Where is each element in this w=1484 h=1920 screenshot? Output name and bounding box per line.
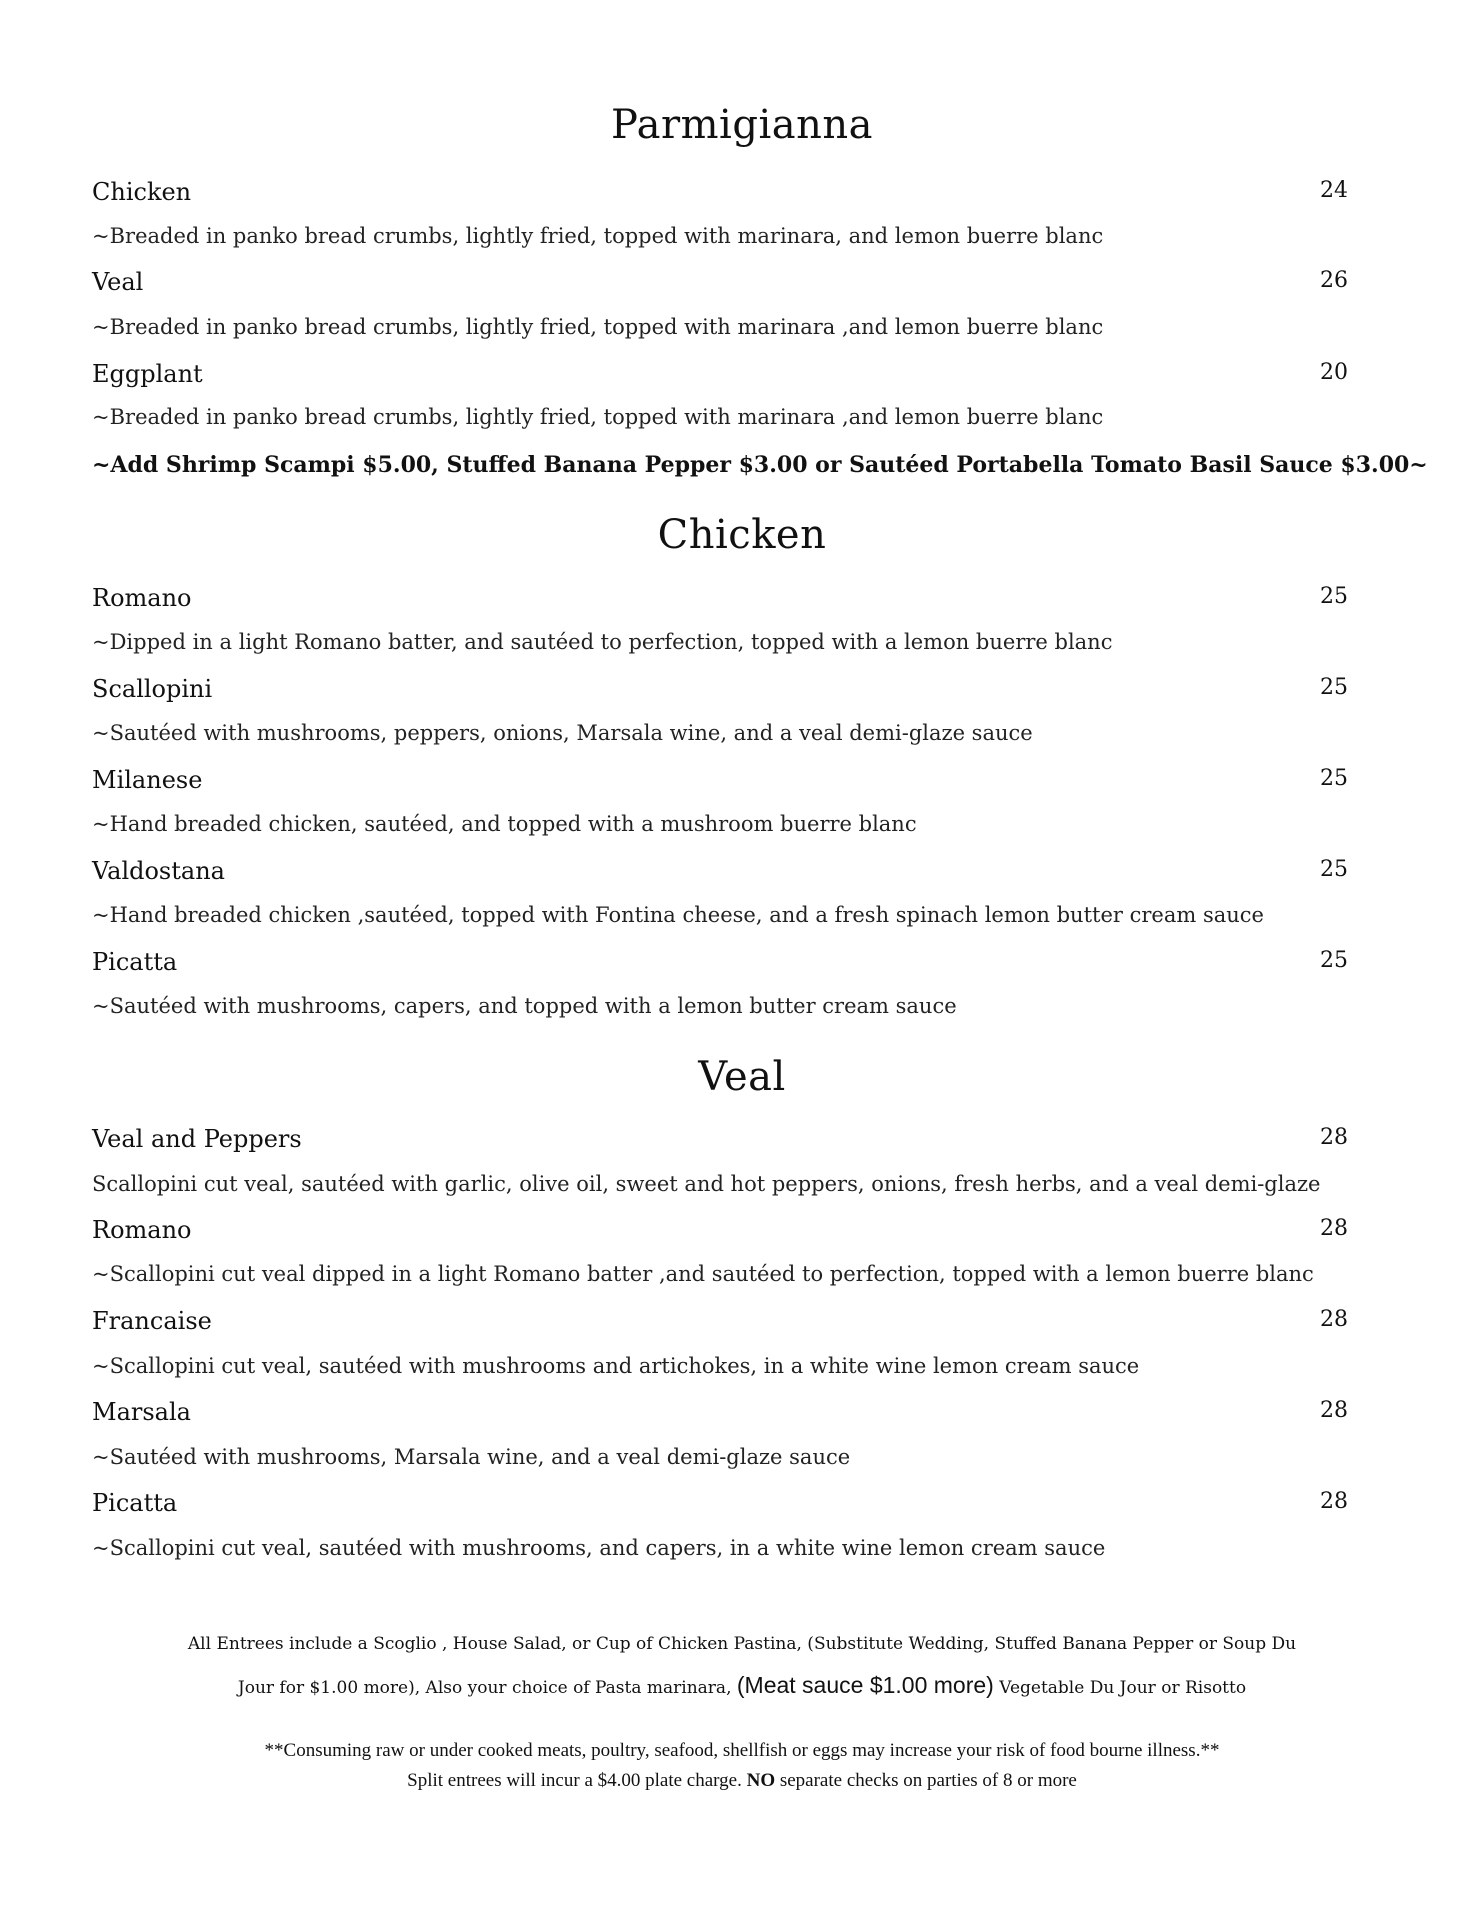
menu-item xyxy=(92,1489,1348,1529)
item-price: 28 xyxy=(1320,1398,1348,1423)
menu-item xyxy=(92,1307,1348,1347)
item-price: 26 xyxy=(1320,268,1348,293)
item-price: 28 xyxy=(1320,1489,1348,1514)
policy-emphasis: NO xyxy=(746,1770,776,1791)
item-description: ~Hand breaded chicken, sautéed, and topped with a mushroom buerre blanc xyxy=(92,812,917,836)
meat-sauce-note: (Meat sauce $1.00 more) xyxy=(736,1672,994,1698)
menu-item xyxy=(92,178,1348,218)
menu-item xyxy=(92,948,1348,988)
item-description: ~Breaded in panko bread crumbs, lightly fried, topped with marinara ,and lemon buerre blanc xyxy=(92,405,1104,429)
item-name: Scallopini xyxy=(92,675,213,703)
menu-item xyxy=(92,268,1348,308)
menu-item xyxy=(92,1216,1348,1256)
menu-item xyxy=(92,1125,1348,1165)
item-price: 25 xyxy=(1320,584,1348,609)
policy-text-end: separate checks on parties of 8 or more xyxy=(775,1770,1077,1791)
item-description: ~Scallopini cut veal dipped in a light Romano batter ,and sautéed to perfection, topped with a lemon buerre blanc xyxy=(92,1262,1314,1286)
section-title-chicken: Chicken xyxy=(657,512,827,558)
item-price: 28 xyxy=(1320,1125,1348,1150)
item-description: ~Sautéed with mushrooms, Marsala wine, and a veal demi-glaze sauce xyxy=(92,1445,851,1469)
entree-includes-note: All Entrees include a Scoglio , House Salad, or Cup of Chicken Pastina, (Substitute Wedding, Stuffed Banana Pepper or Soup Du xyxy=(187,1634,1297,1654)
item-name: Picatta xyxy=(92,948,178,976)
food-safety-disclaimer: **Consuming raw or under cooked meats, poultry, seafood, shellfish or eggs may increase your risk of food bourne illness.** xyxy=(264,1740,1220,1761)
item-description: ~Sautéed with mushrooms, peppers, onions, Marsala wine, and a veal demi-glaze sauce xyxy=(92,721,1033,745)
item-price: 25 xyxy=(1320,675,1348,700)
item-name: Marsala xyxy=(92,1398,191,1426)
addon-note: ~Add Shrimp Scampi $5.00, Stuffed Banana Pepper $3.00 or Sautéed Portabella Tomato Basil Sauce $3.00~ xyxy=(92,452,1428,478)
item-name: Valdostana xyxy=(92,857,225,885)
entree-includes-text: Jour for $1.00 more), Also your choice of Pasta marinara, xyxy=(237,1678,737,1698)
item-description: ~Breaded in panko bread crumbs, lightly fried, topped with marinara, and lemon buerre blanc xyxy=(92,224,1104,248)
section-title-veal: Veal xyxy=(698,1054,786,1100)
menu-item xyxy=(92,1398,1348,1438)
item-description: Scallopini cut veal, sautéed with garlic, olive oil, sweet and hot peppers, onions, fresh herbs, and a veal demi-glaze xyxy=(92,1172,1321,1196)
item-name: Eggplant xyxy=(92,360,203,388)
item-description: ~Hand breaded chicken ,sautéed, topped with Fontina cheese, and a fresh spinach lemon butter cream sauce xyxy=(92,903,1264,927)
item-price: 25 xyxy=(1320,857,1348,882)
item-name: Romano xyxy=(92,1216,192,1244)
item-name: Chicken xyxy=(92,178,192,206)
menu-item xyxy=(92,360,1348,400)
policy-text: Split entrees will incur a $4.00 plate charge. xyxy=(407,1770,747,1791)
entree-includes-text-end: Vegetable Du Jour or Risotto xyxy=(993,1678,1247,1698)
item-price: 24 xyxy=(1320,178,1348,203)
menu-item xyxy=(92,584,1348,624)
item-description: ~Breaded in panko bread crumbs, lightly fried, topped with marinara ,and lemon buerre blanc xyxy=(92,315,1104,339)
item-price: 28 xyxy=(1320,1307,1348,1332)
item-price: 25 xyxy=(1320,948,1348,973)
menu-item xyxy=(92,857,1348,897)
item-price: 25 xyxy=(1320,766,1348,791)
item-price: 28 xyxy=(1320,1216,1348,1241)
item-description: ~Scallopini cut veal, sautéed with mushrooms, and capers, in a white wine lemon cream sauce xyxy=(92,1536,1106,1560)
entree-includes-note-2 xyxy=(0,1672,1484,1699)
item-name: Milanese xyxy=(92,766,203,794)
item-name: Veal xyxy=(92,268,144,296)
section-title-parmigianna: Parmigianna xyxy=(611,102,873,148)
menu-item xyxy=(92,766,1348,806)
item-name: Veal and Peppers xyxy=(92,1125,302,1153)
split-entree-policy xyxy=(0,1770,1484,1792)
item-description: ~Sautéed with mushrooms, capers, and topped with a lemon butter cream sauce xyxy=(92,994,957,1018)
item-name: Romano xyxy=(92,584,192,612)
item-name: Picatta xyxy=(92,1489,178,1517)
item-name: Francaise xyxy=(92,1307,212,1335)
item-price: 20 xyxy=(1320,360,1348,385)
item-description: ~Scallopini cut veal, sautéed with mushrooms and artichokes, in a white wine lemon cream sauce xyxy=(92,1354,1140,1378)
menu-item xyxy=(92,675,1348,715)
item-description: ~Dipped in a light Romano batter, and sautéed to perfection, topped with a lemon buerre blanc xyxy=(92,630,1113,654)
